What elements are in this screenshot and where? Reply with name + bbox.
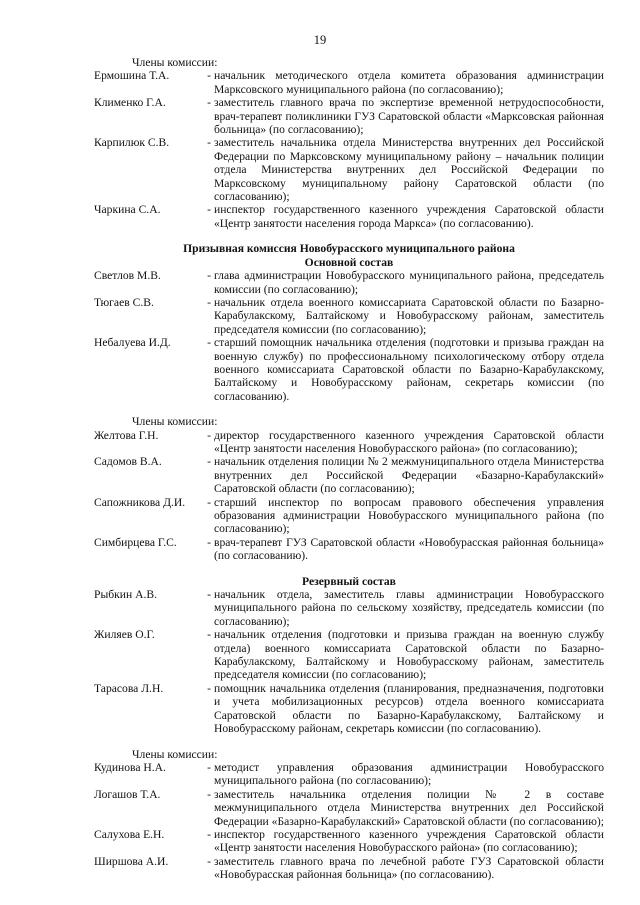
member-entry: [94, 69, 604, 96]
member-description: инспектор государственного казенного учреждения Саратовской области «Центр занятости населения Новобурасского района» (по согласованию);: [214, 827, 604, 855]
member-name: Небалуева И.Д.: [94, 336, 171, 350]
section-heading: Призывная комиссия Новобурасского муниципального района: [183, 242, 515, 256]
member-name: Карпилюк С.В.: [94, 136, 170, 150]
member-description: начальник отделения (подготовки и призыва граждан на военную службу отдела) военного комиссариата Саратовской области по Базарно-Карабулакскому, Балтайскому и Новобурасскому районам, заместитель председателя комиссии (по согласованию);: [214, 628, 604, 682]
member-dash: -: [207, 854, 211, 868]
member-name: Клименко Г.А.: [94, 96, 166, 110]
members-label: Члены комиссии:: [132, 747, 218, 761]
member-entry: [94, 496, 604, 536]
member-name: Ермошина Т.А.: [94, 69, 170, 83]
member-entry: [94, 429, 604, 456]
member-name: Ширшова А.И.: [94, 854, 169, 868]
member-name: Сапожникова Д.И.: [94, 495, 186, 509]
member-name: Садомов В.А.: [94, 455, 162, 469]
member-dash: -: [207, 588, 211, 602]
member-name: Тарасова Л.Н.: [94, 681, 164, 695]
member-dash: -: [207, 455, 211, 469]
member-description: начальник методического отдела комитета образования администрации Марксовского муниципального района (по согласованию);: [214, 69, 604, 96]
member-description: старший инспектор по вопросам правового обеспечения управления образования администрации Новобурасского муниципального района (по согласованию);: [214, 495, 604, 536]
member-description: начальник отделения полиции № 2 межмуниципального отдела Министерства внутренних дел Российской Федерации «Базарно-Карабулакский» Саратовской области (по согласованию);: [214, 455, 604, 496]
document-body: [94, 56, 604, 882]
member-description: заместитель начальника отделения полиции № 2 в составе межмуниципального отдела Министерства внутренних дел Российской Федерации «Базарно-Карабулакский» Саратовской области (по согласованию);: [214, 787, 604, 828]
member-description: начальник отдела военного комиссариата Саратовской области по Базарно-Карабулакскому, Балтайскому и Новобурасскому районам, заместитель председателя комиссии (по согласованию);: [214, 295, 604, 336]
member-description: методист управления образования администрации Новобурасского муниципального района (по согласованию);: [214, 760, 604, 788]
member-description: инспектор государственного казенного учреждения Саратовской области «Центр занятости населения города Маркса» (по согласованию).: [214, 203, 604, 230]
member-dash: -: [207, 96, 211, 110]
member-dash: -: [207, 428, 211, 442]
member-entry: [94, 788, 604, 828]
member-name: Тюгаев С.В.: [94, 295, 154, 309]
member-description: глава администрации Новобурасского муниципального района, председатель комиссии (по согласованию);: [214, 269, 604, 296]
member-dash: -: [207, 827, 211, 841]
member-entry: [94, 269, 604, 296]
member-description: начальник отдела, заместитель главы администрации Новобурасского муниципального района по сельскому хозяйству, председатель комиссии (по согласованию);: [214, 588, 604, 628]
member-description: директор государственного казенного учреждения Саратовской области «Центр занятости населения Новобурасского района» (по согласованию);: [214, 428, 604, 455]
member-entry: [94, 96, 604, 136]
member-dash: -: [207, 69, 211, 83]
member-description: заместитель начальника отдела Министерства внутренних дел Российской Федерации по Марксовскому муниципальному району – начальник полиции отдела Министерства внутренних дел Российской Федерации по Марксовскому муниципальному району Саратовской области (по согласованию);: [214, 136, 604, 204]
section-heading: Основной состав: [304, 255, 394, 269]
member-dash: -: [207, 295, 211, 309]
member-entry: [94, 296, 604, 336]
member-dash: -: [207, 336, 211, 350]
member-entry: [94, 455, 604, 495]
member-dash: -: [207, 681, 211, 695]
member-entry: [94, 203, 604, 230]
member-entry: [94, 761, 604, 788]
member-name: Кудинова Н.А.: [94, 760, 166, 774]
member-dash: -: [207, 495, 211, 509]
members-label: Члены комиссии:: [132, 415, 218, 429]
member-dash: -: [207, 269, 211, 283]
member-entry: [94, 828, 604, 855]
member-entry: [94, 536, 604, 563]
member-name: Симбирцева Г.С.: [94, 535, 177, 549]
members-label: Члены комиссии:: [132, 56, 218, 69]
member-name: Логашов Т.А.: [94, 787, 161, 801]
member-dash: -: [207, 628, 211, 642]
member-entry: [94, 336, 604, 403]
member-dash: -: [207, 535, 211, 549]
member-dash: -: [207, 136, 211, 150]
member-description: заместитель главного врача по экспертизе временной нетрудоспособности, врач-терапевт поликлиники ГУЗ Саратовской области «Марксовская районная больница» (по согласованию);: [214, 96, 604, 137]
member-description: врач-терапевт ГУЗ Саратовской области «Новобурасская районная больница» (по согласованию).: [214, 535, 604, 563]
section-gap: [94, 736, 604, 748]
member-entry: [94, 136, 604, 203]
member-entry: [94, 855, 604, 882]
page-number: 19: [313, 33, 327, 47]
member-name: Рыбкин А.В.: [94, 588, 157, 602]
member-name: Жиляев О.Г.: [94, 628, 155, 642]
member-entry: [94, 588, 604, 628]
section-gap: [94, 230, 604, 242]
member-entry: [94, 682, 604, 736]
member-entry: [94, 628, 604, 682]
member-dash: -: [207, 787, 211, 801]
member-dash: -: [207, 760, 211, 774]
member-description: помощник начальника отделения (планирования, предназначения, подготовки и учета мобилизационных ресурсов) отдела военного комиссариата Саратовской области по Базарно-Карабулакскому, Балтайскому и Новобурасскому районам, секретарь комиссии (по согласованию).: [214, 681, 604, 736]
member-name: Салухова Е.Н.: [94, 827, 165, 841]
member-name: Светлов М.В.: [94, 269, 161, 283]
member-name: Чаркина С.А.: [94, 203, 161, 217]
section-heading: Резервный состав: [302, 574, 396, 588]
section-gap: [94, 403, 604, 415]
member-dash: -: [207, 203, 211, 217]
member-description: старший помощник начальника отделения (подготовки и призыва граждан на военную службу) по профессиональному психологическому отбору отдела военного комиссариата Саратовской области по Базарно-Карабулакскому, Балтайскому и Новобурасскому районам, секретарь комиссии (по согласованию).: [214, 336, 604, 403]
member-description: заместитель главного врача по лечебной работе ГУЗ Саратовской области «Новобурасская районная больница» (по согласованию).: [214, 854, 604, 882]
member-name: Желтова Г.Н.: [94, 428, 159, 442]
section-gap: [94, 563, 604, 575]
